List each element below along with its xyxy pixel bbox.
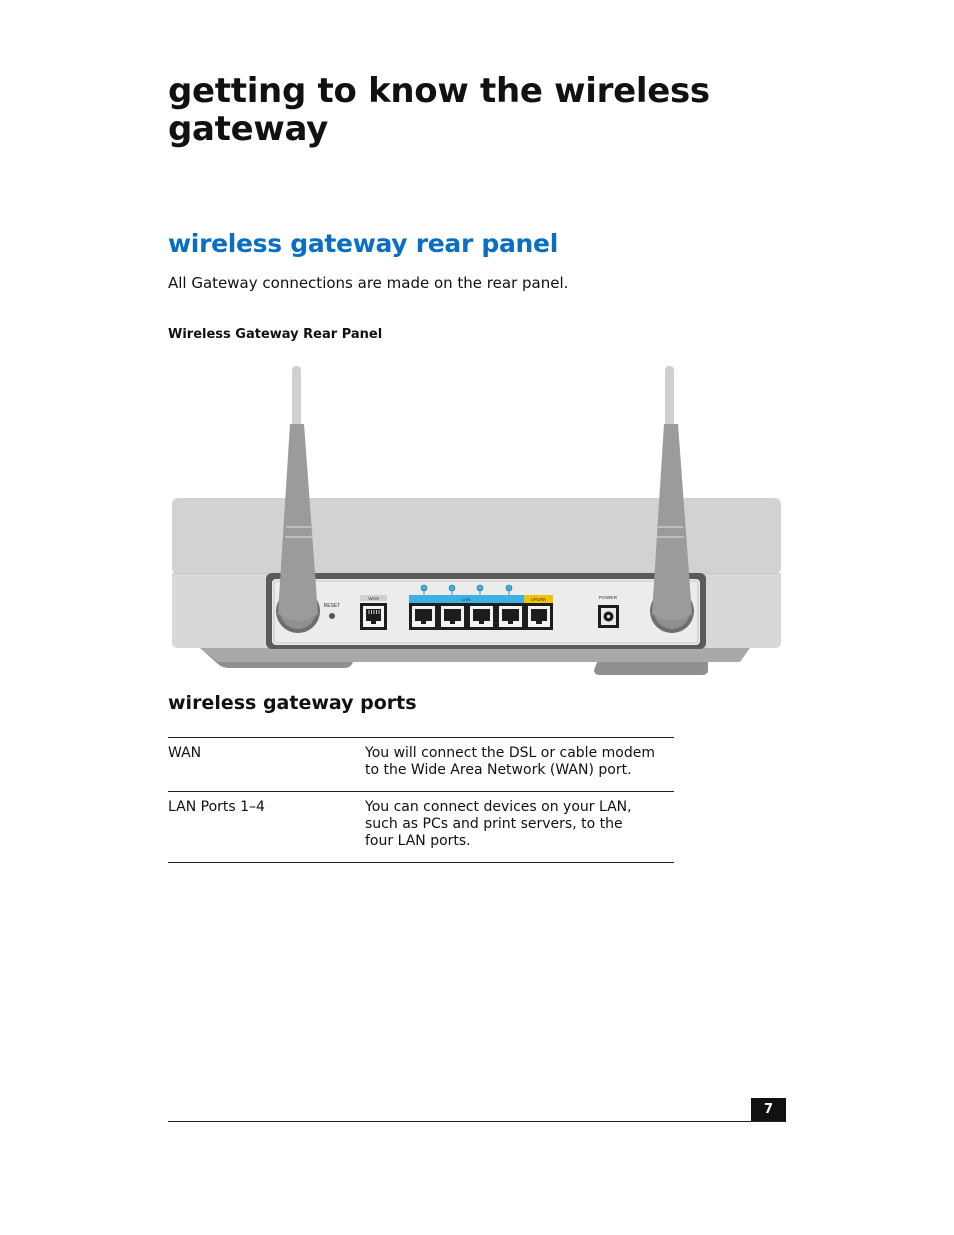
footer-rule [168, 1121, 786, 1122]
right-antenna [652, 366, 692, 621]
ports-table [168, 737, 674, 863]
router-rear-panel-illustration [160, 360, 790, 680]
left-base [200, 648, 750, 662]
table-row [168, 738, 674, 792]
power-jack [598, 605, 619, 628]
port-description: You can connect devices on your LAN, such as PCs and print servers, to the four LAN ports. [365, 799, 632, 849]
port-name: LAN Ports 1–4 [168, 799, 265, 815]
ports-section-title: wireless gateway ports [168, 692, 417, 714]
table-row [168, 792, 674, 863]
section-title: wireless gateway rear panel [168, 229, 558, 258]
reset-button [329, 613, 335, 619]
page-title: getting to know the wireless gateway [168, 71, 710, 149]
page-number: 7 [751, 1098, 786, 1121]
port-name: WAN [168, 745, 202, 761]
lan-ports [409, 603, 553, 630]
intro-text: All Gateway connections are made on the rear panel. [168, 274, 569, 292]
reset-label: RESET [323, 603, 341, 609]
lan-label: LAN [461, 597, 471, 602]
wan-port [360, 603, 387, 630]
right-foot [594, 660, 708, 675]
port-description: You will connect the DSL or cable modem to the Wide Area Network (WAN) port. [365, 745, 655, 778]
left-antenna [278, 366, 318, 621]
router-case-top [172, 498, 781, 574]
power-label: POWER [598, 596, 618, 601]
wan-label: WAN [368, 596, 379, 601]
figure-caption: Wireless Gateway Rear Panel [168, 327, 383, 342]
uplink-label: UPLINK [530, 597, 547, 602]
